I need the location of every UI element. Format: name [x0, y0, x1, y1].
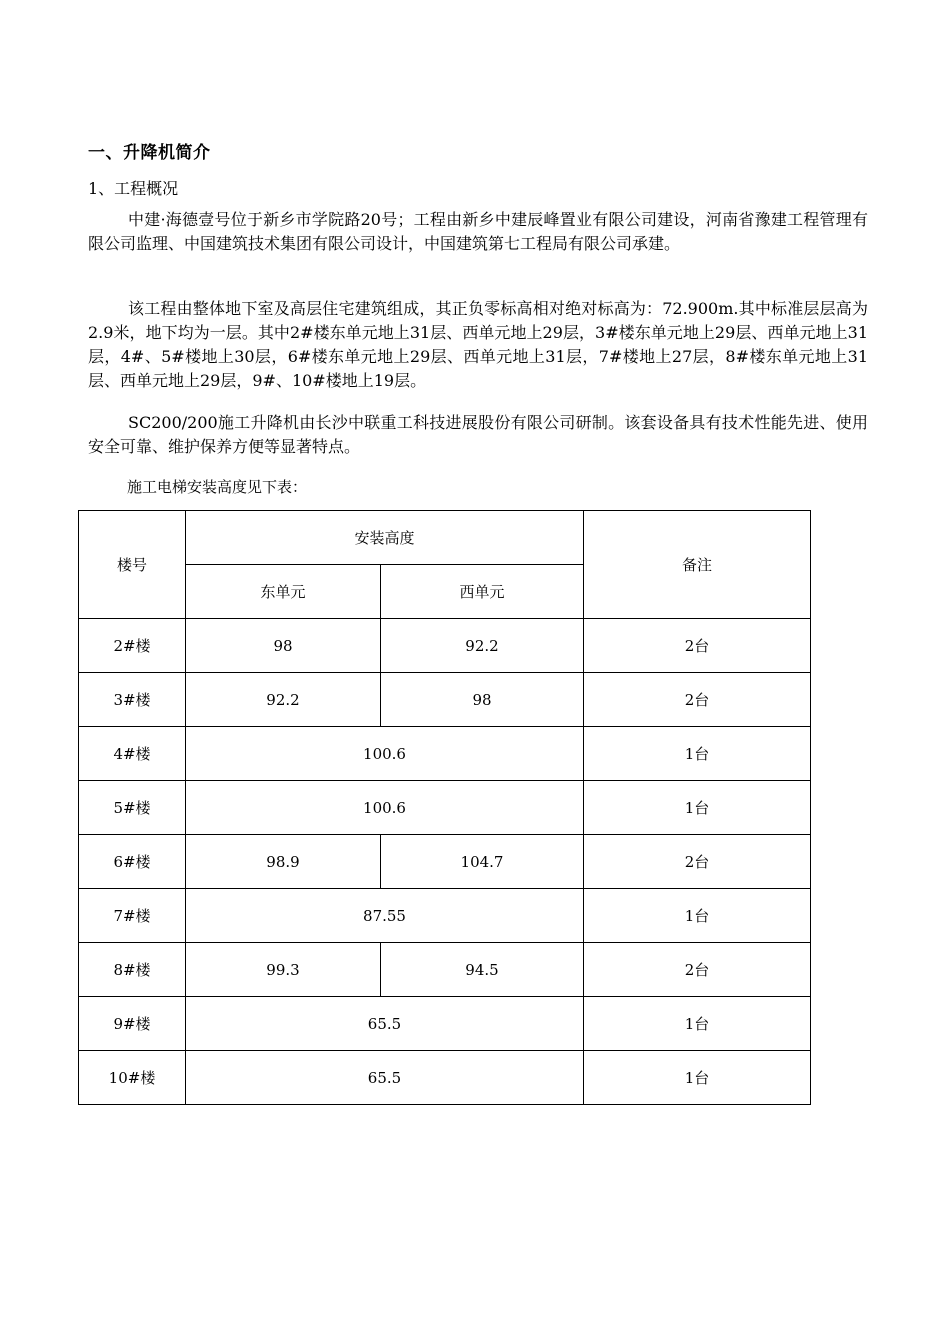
cell-remark: 1台	[584, 781, 811, 835]
cell-remark: 2台	[584, 673, 811, 727]
cell-building: 10#楼	[79, 1051, 186, 1105]
cell-remark: 1台	[584, 727, 811, 781]
cell-install-height: 65.5	[186, 1051, 584, 1105]
cell-install-height: 100.6	[186, 727, 584, 781]
cell-remark: 2台	[584, 943, 811, 997]
table-caption: 施工电梯安装高度见下表：	[127, 478, 308, 496]
table-row	[79, 673, 811, 727]
header-building: 楼号	[79, 511, 186, 619]
cell-building: 2#楼	[79, 619, 186, 673]
cell-west-height: 92.2	[381, 619, 584, 673]
cell-east-height: 98.9	[186, 835, 381, 889]
cell-east-height: 99.3	[186, 943, 381, 997]
table-row	[79, 781, 811, 835]
cell-east-height: 98	[186, 619, 381, 673]
cell-remark: 2台	[584, 835, 811, 889]
header-west-unit: 西单元	[381, 565, 584, 619]
paragraph-building-composition: 该工程由整体地下室及高层住宅建筑组成，其正负零标高相对绝对标高为：72.900m.其中标准层层高为2.9米，地下均为一层。其中2#楼东单元地上31层、西单元地上29层，3#楼东单元地上29层、西单元地上31层，4#、5#楼地上30层，6#楼东单元地上29层、西单元地上31层，7#楼地上27层，8#楼东单元地上31层、西单元地上29层，9#、10#楼地上19层。	[88, 299, 868, 390]
table-row	[79, 889, 811, 943]
cell-building: 7#楼	[79, 889, 186, 943]
header-remark: 备注	[584, 511, 811, 619]
cell-building: 4#楼	[79, 727, 186, 781]
cell-remark: 1台	[584, 997, 811, 1051]
paragraph-elevator-description: SC200/200施工升降机由长沙中联重工科技进展股份有限公司研制。该套设备具有技术性能先进、使用安全可靠、维护保养方便等显著特点。	[88, 413, 868, 456]
cell-west-height: 98	[381, 673, 584, 727]
paragraph-project-location: 中建·海德壹号位于新乡市学院路20号；工程由新乡中建辰峰置业有限公司建设，河南省豫建工程管理有限公司监理、中国建筑技术集团有限公司设计，中国建筑第七工程局有限公司承建。	[88, 210, 868, 253]
table-row	[79, 727, 811, 781]
cell-building: 3#楼	[79, 673, 186, 727]
cell-install-height: 100.6	[186, 781, 584, 835]
table-row	[79, 997, 811, 1051]
cell-east-height: 92.2	[186, 673, 381, 727]
cell-install-height: 65.5	[186, 997, 584, 1051]
cell-remark: 2台	[584, 619, 811, 673]
table-row	[79, 835, 811, 889]
cell-building: 5#楼	[79, 781, 186, 835]
cell-remark: 1台	[584, 889, 811, 943]
header-install-height: 安装高度	[186, 511, 584, 565]
table-row	[79, 1051, 811, 1105]
section-title: 一、升降机简介	[88, 143, 211, 163]
table-row	[79, 943, 811, 997]
table-body	[79, 619, 811, 1105]
cell-building: 6#楼	[79, 835, 186, 889]
table-row	[79, 619, 811, 673]
subsection-title: 1、工程概况	[88, 179, 179, 198]
installation-height-table	[78, 510, 811, 1105]
cell-building: 8#楼	[79, 943, 186, 997]
cell-remark: 1台	[584, 1051, 811, 1105]
header-east-unit: 东单元	[186, 565, 381, 619]
cell-west-height: 94.5	[381, 943, 584, 997]
cell-install-height: 87.55	[186, 889, 584, 943]
cell-west-height: 104.7	[381, 835, 584, 889]
cell-building: 9#楼	[79, 997, 186, 1051]
